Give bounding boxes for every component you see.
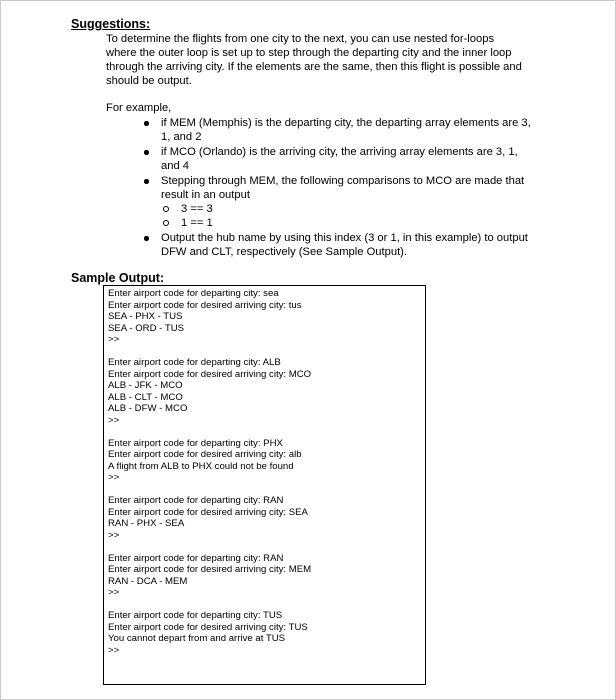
output-line: ALB - JFK - MCO — [108, 380, 183, 391]
bullet-text: Output the hub name by using this index (3 or 1, in this example) to output DFW and CLT, respectively (See Sample Output). — [161, 232, 528, 258]
sub-bullet-item: 3 == 3 — [161, 202, 532, 216]
output-line: SEA - ORD - TUS — [108, 322, 185, 334]
sub-bullet-item: 1 == 1 — [161, 216, 532, 230]
bullet-item — [142, 145, 532, 173]
output-line: Enter airport code for desired arriving city: tus — [108, 299, 302, 311]
output-line: >> — [108, 334, 120, 345]
bullet-item — [142, 231, 532, 259]
comparison-list — [161, 202, 532, 230]
example-bullet-list — [142, 116, 532, 260]
bullet-item — [142, 116, 532, 144]
output-line: RAN - DCA - MEM — [108, 575, 188, 587]
bullet-text: Stepping through MEM, the following comparisons to MCO are made that result in an output — [161, 175, 525, 201]
output-line: Enter airport code for departing city: RAN — [108, 495, 284, 506]
output-line: Enter airport code for desired arriving city: alb — [108, 449, 302, 460]
output-line: Enter airport code for departing city: PHX — [108, 437, 283, 449]
output-line: >> — [108, 644, 120, 656]
output-line: Enter airport code for departing city: TUS — [108, 610, 283, 621]
output-line: >> — [108, 587, 120, 598]
output-line: You cannot depart from and arrive at TUS — [108, 633, 286, 644]
bullet-text: if MCO (Orlando) is the arriving city, the arriving array elements are 3, 1, and 4 — [161, 146, 518, 172]
suggestions-paragraph: To determine the flights from one city to the next, you can use nested for-loops where the outer loop is set up to step through the departing city and the inner loop through the arriving city. If the elements are the same, then this flight is possible and should be output. — [106, 33, 522, 87]
bullet-item — [142, 174, 532, 230]
suggestions-heading: Suggestions: — [71, 17, 151, 31]
output-line: Enter airport code for desired arriving city: SEA — [108, 506, 308, 518]
output-line: RAN - PHX - SEA — [108, 518, 185, 529]
output-line: A flight from ALB to PHX could not be found — [108, 460, 294, 472]
output-line: Enter airport code for desired arriving city: MCO — [108, 368, 312, 380]
output-session-block — [108, 288, 425, 346]
output-line: Enter airport code for departing city: RAN — [108, 552, 284, 564]
output-line: >> — [108, 414, 120, 426]
output-line: ALB - DFW - MCO — [108, 403, 188, 414]
output-line: Enter airport code for desired arriving city: MEM — [108, 564, 312, 575]
output-session-block — [108, 438, 425, 484]
output-line: >> — [108, 472, 120, 483]
output-line: SEA - PHX - TUS — [108, 311, 183, 322]
output-session-block — [108, 495, 425, 541]
output-session-block — [108, 553, 425, 599]
output-line: >> — [108, 529, 120, 541]
output-session-block — [108, 357, 425, 426]
output-line: Enter airport code for desired arriving city: TUS — [108, 621, 308, 633]
sample-output-box — [103, 285, 426, 685]
output-line: Enter airport code for departing city: ALB — [108, 357, 281, 368]
example-intro: For example, — [106, 102, 172, 114]
bullet-text: if MEM (Memphis) is the departing city, the departing array elements are 3, 1, and 2 — [161, 117, 531, 143]
output-session-block — [108, 610, 425, 656]
output-line: Enter airport code for departing city: sea — [108, 288, 279, 299]
output-line: ALB - CLT - MCO — [108, 391, 183, 403]
sample-output-label: Sample Output: — [71, 271, 165, 285]
